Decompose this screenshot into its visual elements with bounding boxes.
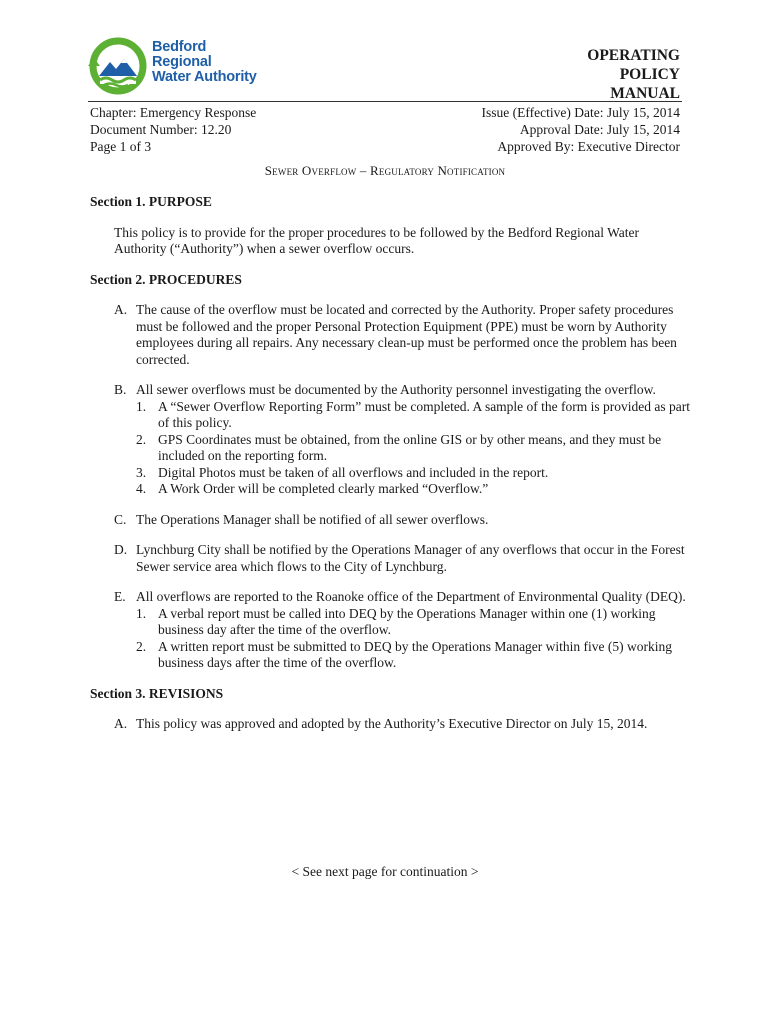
document-meta-left: [90, 104, 256, 155]
sub-item-text: A verbal report must be called into DEQ by the Operations Manager within one (1) working business day after the time of the overflow.: [158, 605, 656, 637]
manual-title-line-2: POLICY: [619, 66, 680, 83]
sub-item-text: GPS Coordinates must be obtained, from the online GIS or by other means, and they must be included on the reporting form.: [158, 431, 662, 463]
sub-item-number: 3.: [136, 464, 147, 480]
sub-item-text: A Work Order will be completed clearly marked “Overflow.”: [158, 481, 489, 496]
sub-item-number: 2.: [136, 431, 147, 447]
sub-item: [136, 432, 690, 465]
document-title: Sewer Overflow – Regulatory Notification: [264, 163, 506, 178]
sub-item-number: 2.: [136, 638, 147, 654]
revision-item-a: [90, 716, 690, 733]
chapter-label: Chapter: Emergency Response: [90, 105, 257, 120]
procedure-item-c: [90, 512, 690, 529]
approval-date: Approval Date: July 15, 2014: [519, 122, 680, 137]
document-meta-right: [482, 104, 680, 155]
manual-title-line-1: OPERATING: [587, 47, 680, 64]
sub-item: [136, 481, 690, 498]
section-1-text: This policy is to provide for the proper procedures to be followed by the Bedford Regional Water Authority (“Authority”) when a sewer overflow occurs.: [114, 224, 640, 256]
item-text: The cause of the overflow must be located and corrected by the Authority. Proper safety procedures must be followed and the proper Personal Protection Equipment (PPE) must be worn by Authority employees during all repairs. Any necessary clean-up must be performed once the problem has been corrected.: [136, 302, 677, 367]
sub-item-number: 1.: [136, 605, 147, 621]
authority-logo: [88, 36, 258, 96]
sub-item-text: A written report must be submitted to DEQ by the Operations Manager within five (5) working business days after the time of the overflow.: [158, 638, 673, 670]
sub-item-text: Digital Photos must be taken of all overflows and included in the report.: [158, 464, 549, 480]
item-text: This policy was approved and adopted by the Authority’s Executive Director on July 15, 2014.: [136, 716, 648, 731]
approved-by: Approved By: Executive Director: [497, 139, 680, 154]
logo-text-line-1: Bedford: [152, 39, 207, 55]
section-2-heading: Section 2. PROCEDURES: [90, 271, 242, 287]
logo-wordmark: [152, 40, 257, 85]
sub-item: [136, 399, 690, 432]
logo-text-line-2: Regional: [152, 54, 212, 70]
item-text: The Operations Manager shall be notified of all sewer overflows.: [136, 511, 489, 527]
sub-item-number: 1.: [136, 398, 147, 414]
item-letter: A.: [114, 716, 128, 731]
document-number: Document Number: 12.20: [90, 122, 232, 137]
header-divider: [88, 101, 682, 102]
document-body: [90, 194, 690, 733]
item-text: All overflows are reported to the Roanoke office of the Department of Environmental Quality (DEQ).: [136, 589, 686, 604]
item-letter: C.: [114, 511, 127, 527]
issue-date: Issue (Effective) Date: July 15, 2014: [481, 105, 680, 120]
procedure-item-e: [90, 589, 690, 672]
item-letter: E.: [114, 589, 126, 604]
sub-item-number: 4.: [136, 481, 147, 496]
sub-item-text: A “Sewer Overflow Reporting Form” must be completed. A sample of the form is provided as part of this policy.: [158, 398, 691, 430]
item-text: All sewer overflows must be documented by the Authority personnel investigating the overflow.: [136, 382, 656, 397]
manual-title: [587, 46, 680, 103]
item-letter: A.: [114, 302, 128, 317]
procedure-item-a: [90, 302, 690, 368]
page-number: Page 1 of 3: [90, 139, 152, 154]
procedure-item-b: [90, 382, 690, 498]
logo-text-line-3: Water Authority: [152, 69, 257, 85]
item-text: Lynchburg City shall be notified by the Operations Manager of any overflows that occur in the Forest Sewer service area which flows to the City of Lynchburg.: [136, 542, 685, 574]
procedure-item-d: [90, 542, 690, 575]
section-3-heading: Section 3. REVISIONS: [90, 685, 224, 701]
sub-item: [136, 606, 690, 639]
section-1-heading: Section 1. PURPOSE: [90, 194, 212, 209]
manual-title-line-3: MANUAL: [610, 85, 680, 102]
item-letter: D.: [114, 542, 128, 557]
continuation-note: < See next page for continuation >: [291, 864, 479, 879]
water-mountain-logo-icon: [88, 36, 150, 96]
sub-item: [136, 639, 690, 672]
sub-item: [136, 465, 690, 482]
item-letter: B.: [114, 382, 127, 397]
